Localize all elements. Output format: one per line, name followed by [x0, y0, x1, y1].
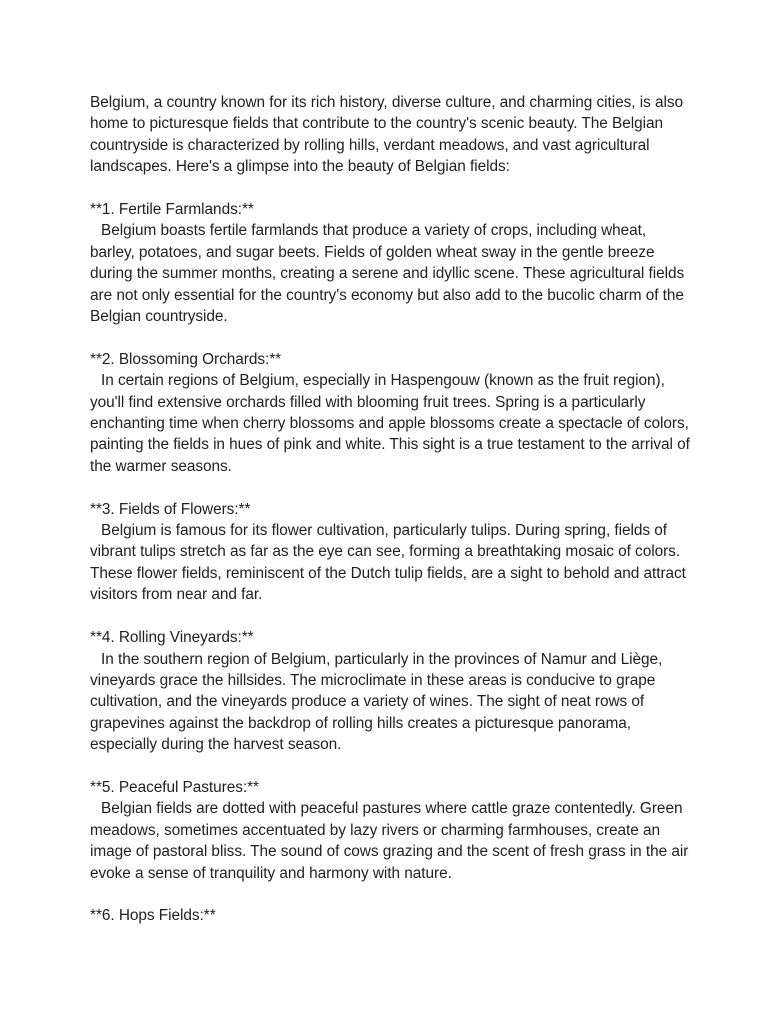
section-body-text: In the southern region of Belgium, particularly in the provinces of Namur and Liège, vineyards grace the hillsides. The microclimate in these areas is conducive to grape cultivation, and the vineyards produce a variety of wines. The sight of neat rows of grapevines against the backdrop of rolling hills creates a picturesque panorama, especially during the harvest season.: [90, 650, 663, 754]
section-heading: **6. Hops Fields:**: [90, 907, 216, 925]
section-body-text: In certain regions of Belgium, especially in Haspengouw (known as the fruit region), you'll find extensive orchards filled with blooming fruit trees. Spring is a particularly enchanting time when cherry blossoms and apple blossoms create a spectacle of colors, painting the fields in hues of pink and white. This sight is a true testament to the arrival of the warmer seasons.: [90, 372, 690, 475]
document-body: [90, 92, 690, 948]
section-fertile-farmlands: [90, 199, 690, 327]
section-blossoming-orchards: [90, 349, 690, 477]
section-body-text: Belgium is famous for its flower cultivation, particularly tulips. During spring, fields of vibrant tulips stretch as far as the eye can see, forming a breathtaking mosaic of colors. These flower fields, reminiscent of the Dutch tulip fields, are a sight to behold and attract visitors from near and far.: [90, 522, 686, 604]
section-body: [90, 649, 690, 756]
section-body: [90, 798, 690, 884]
section-body: [90, 220, 690, 327]
section-hops-fields: [90, 905, 690, 926]
section-heading: **5. Peaceful Pastures:**: [90, 778, 260, 796]
section-peaceful-pastures: [90, 777, 690, 884]
section-body: [90, 520, 690, 606]
section-rolling-vineyards: [90, 627, 690, 755]
section-body: [90, 370, 690, 477]
section-body-text: Belgium boasts fertile farmlands that produce a variety of crops, including wheat, barley, potatoes, and sugar beets. Fields of golden wheat sway in the gentle breeze during the summer months, creating a serene and idyllic scene. These agricultural fields are not only essential for the country's economy but also add to the bucolic charm of the Belgian countryside.: [90, 222, 685, 326]
section-body-text: Belgian fields are dotted with peaceful pastures where cattle graze contentedly. Green meadows, sometimes accentuated by lazy rivers or charming farmhouses, create an image of pastoral bliss. The sound of cows grazing and the scent of fresh grass in the air evoke a sense of tranquility and harmony with nature.: [90, 800, 689, 882]
section-heading: **1. Fertile Farmlands:**: [90, 201, 254, 219]
section-heading: **3. Fields of Flowers:**: [90, 500, 251, 518]
section-heading: **2. Blossoming Orchards:**: [90, 350, 282, 368]
section-heading: **4. Rolling Vineyards:**: [90, 629, 254, 647]
section-fields-of-flowers: [90, 499, 690, 606]
intro-paragraph: Belgium, a country known for its rich history, diverse culture, and charming cities, is also home to picturesque fields that contribute to the country's scenic beauty. The Belgian countryside is characterized by rolling hills, verdant meadows, and vast agricultural landscapes. Here's a glimpse into the beauty of Belgian fields:: [90, 94, 684, 176]
